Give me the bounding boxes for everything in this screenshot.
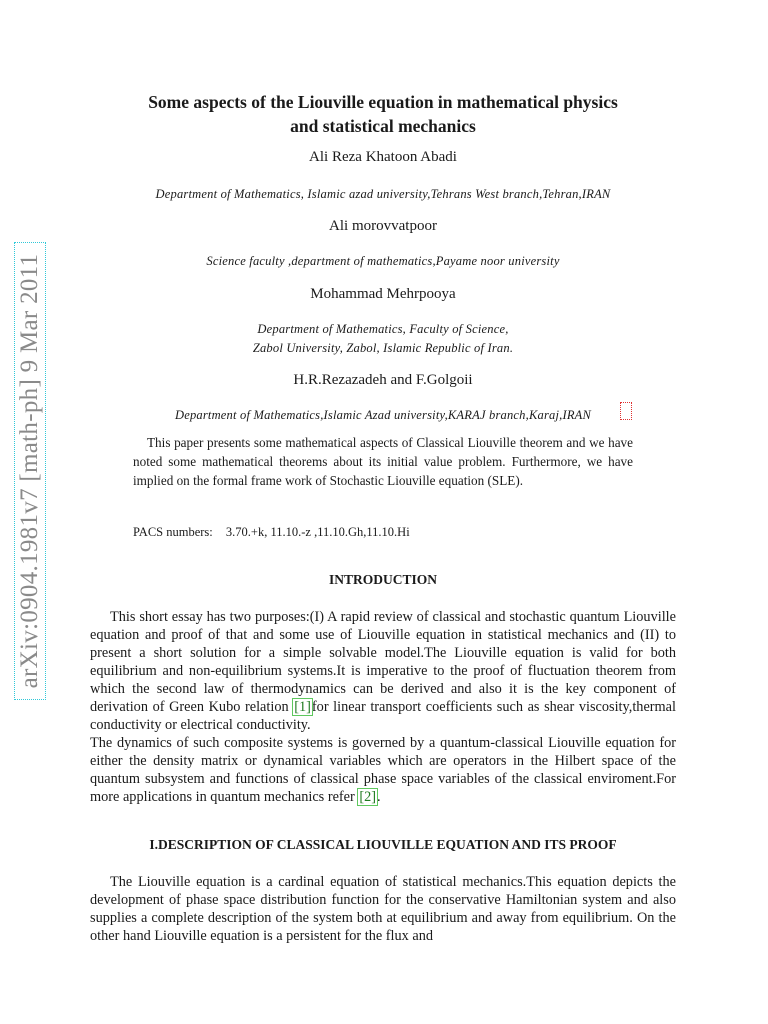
- pacs-numbers: [133, 525, 410, 540]
- author-2-name: Ali morovvatpoor: [329, 218, 437, 234]
- footnote-link-marker[interactable]: [620, 402, 632, 420]
- abstract: [133, 433, 633, 490]
- pacs-label: PACS numbers:: [133, 525, 213, 539]
- intro-p2-text-a: The dynamics of such composite systems is governed by a quantum-classical Liouville equation for either the density matrix or dynamical variables which are operators in the Hilbert space of the quantum subsystem and functions of classical phase space variables of the classical enviroment.For more applications in quantum mechanics refer: [90, 735, 676, 805]
- title-line-2: and statistical mechanics: [290, 116, 476, 136]
- section-1-heading: I.DESCRIPTION OF CLASSICAL LIOUVILLE EQUATION AND ITS PROOF: [149, 837, 617, 852]
- arxiv-identifier-text: arXiv:0904.1981v7 [math-ph] 9 Mar 2011: [16, 253, 43, 689]
- author-1-name: Ali Reza Khatoon Abadi: [309, 149, 457, 165]
- section-1-body: [90, 873, 676, 945]
- author-4-affiliation: Department of Mathematics,Islamic Azad university,KARAJ branch,Karaj,IRAN: [174, 408, 592, 422]
- intro-p1-text-a: This short essay has two purposes:(I) A rapid review of classical and stochastic quantum Liouville equation and proof of that and some use of Liouville equation in statistical mechanics and (II) to present a short solution for a simple solvable model.The Liouville equation is valid for both equilibrium and non-equilibrium systems.It is imperative to the proof of fluctuation theorem from which the second law of thermodynamics can be derived and also it is the key component of derivation of Green Kubo relation: [90, 609, 676, 715]
- pacs-values: 3.70.+k, 11.10.-z ,11.10.Gh,11.10.Hi: [225, 525, 410, 539]
- introduction-paragraph-2: [90, 734, 676, 806]
- arxiv-identifier-stamp[interactable]: [14, 242, 46, 700]
- citation-1-link[interactable]: [1]: [294, 699, 311, 715]
- author-3-affiliation: [90, 320, 676, 358]
- introduction-heading: INTRODUCTION: [328, 572, 437, 587]
- section-1-paragraph-1: The Liouville equation is a cardinal equation of statistical mechanics.This equation depicts the development of phase space distribution function for the conservative Hamiltonian system and also supplies a complete description of the system both at equilibrium and away from equilibrium. On the other hand Liouville equation is a persistent for the flux and: [90, 874, 676, 944]
- paper-title: [90, 90, 676, 138]
- author-3-affiliation-line-1: Department of Mathematics, Faculty of Science,: [257, 322, 509, 336]
- author-4-name: H.R.Rezazadeh and F.Golgoii: [293, 372, 473, 388]
- introduction-paragraph-1: [90, 608, 676, 734]
- intro-p2-text-b: .: [377, 789, 381, 805]
- author-3-affiliation-line-2: Zabol University, Zabol, Islamic Republic of Iran.: [252, 341, 514, 355]
- author-2-affiliation: Science faculty ,department of mathematics,Payame noor university: [206, 254, 560, 268]
- title-line-1: Some aspects of the Liouville equation in mathematical physics: [148, 92, 618, 112]
- abstract-text: This paper presents some mathematical aspects of Classical Liouville theorem and we have noted some mathematical theorems about its initial value problem. Furthermore, we have implied on the formal frame work of Stochastic Liouville equation (SLE).: [133, 435, 633, 488]
- introduction-body: [90, 608, 676, 806]
- citation-2-link[interactable]: [2]: [359, 789, 377, 805]
- intro-p1-text-b: for linear transport coefficients such as shear viscosity,thermal conductivity or electrical conductivity.: [90, 699, 676, 733]
- author-3-name: Mohammad Mehrpooya: [310, 286, 456, 302]
- author-1-affiliation: Department of Mathematics, Islamic azad university,Tehrans West branch,Tehran,IRAN: [155, 187, 611, 201]
